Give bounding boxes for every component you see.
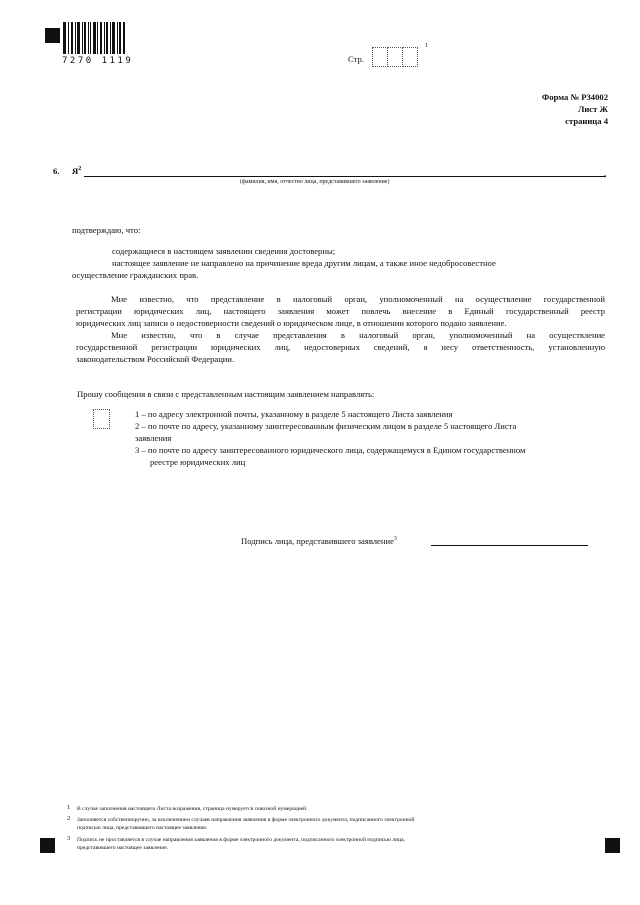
paragraph-1-line-1: Мне известно, что представление в налоговый орган, уполномоченный на осуществление государственной: [111, 294, 605, 304]
paragraph-2-line-3: законодательством Российской Федерации.: [76, 354, 235, 364]
confirm-bullet-1: содержащиеся в настоящем заявлении сведения достоверны;: [112, 246, 336, 256]
page-digit-box-3[interactable]: [402, 47, 418, 67]
corner-marker-bottom-left: [40, 838, 55, 853]
option-3-line-2: реестре юридических лиц: [150, 457, 246, 467]
delivery-method-box[interactable]: [93, 409, 110, 429]
signature-field[interactable]: [431, 545, 588, 546]
send-prompt: Прошу сообщения в связи с представленным настоящим заявлением направлять:: [77, 389, 375, 399]
form-name: Форма № Р34002: [541, 92, 608, 102]
option-1: 1 – по адресу электронной почты, указанному в разделе 5 настоящего Листа заявления: [135, 409, 453, 419]
paragraph-1-line-3: юридических лиц записи о недостоверности сведений о юридическом лице, в отношении которого подано заявление.: [76, 318, 507, 328]
corner-marker-top-left: [45, 28, 60, 43]
corner-marker-bottom-right: [605, 838, 620, 853]
option-2-line-1: 2 – по почте по адресу, указанному заинтересованным физическим лицом в разделе 5 настоящего Листа: [135, 421, 517, 431]
full-name-field[interactable]: [84, 176, 606, 177]
signature-label: Подпись лица, представившего заявление$^3$: [241, 536, 397, 546]
paragraph-1-line-2: регистрации юридических лиц, настоящего заявления может повлечь внесение в Единый государственный реестр: [76, 306, 605, 316]
full-name-field-end: ,: [604, 168, 607, 178]
page-digit-box-1[interactable]: [372, 47, 388, 67]
full-name-caption: (фамилия, имя, отчество лица, представившего заявление): [240, 179, 390, 185]
page-digit-box-2[interactable]: [387, 47, 403, 67]
section-number: 6.: [53, 166, 60, 176]
ya-label: $Я^2$: [72, 166, 82, 176]
sheet-label: Лист Ж: [577, 104, 608, 114]
paragraph-2-line-1: Мне известно, что в случае представления в налоговый орган, уполномоченный на осуществление: [111, 330, 605, 340]
option-3-line-1: 3 – по почте по адресу заинтересованного юридического лица, содержащемуся в Едином государственном: [135, 445, 526, 455]
barcode: [63, 22, 125, 54]
option-2-line-2: заявления: [135, 433, 172, 443]
page-number-label: Стр.: [348, 54, 364, 64]
confirm-bullet-2-line-2: осуществление гражданских прав.: [72, 270, 199, 280]
page-number-footnote-ref: 1: [425, 42, 429, 49]
confirm-label: подтверждаю, что:: [72, 225, 141, 235]
confirm-bullet-2-line-1: настоящее заявление не направлено на причинение вреда другим лицам, а также иное недобросовестное: [112, 258, 496, 268]
sheet-page-label: страница 4: [565, 116, 608, 126]
barcode-number: 7270 1119: [62, 56, 134, 66]
paragraph-2-line-2: государственной регистрации юридических лиц, недостоверных сведений, я несу ответственность, установленную: [76, 342, 605, 352]
page-number-boxes: [372, 47, 418, 67]
